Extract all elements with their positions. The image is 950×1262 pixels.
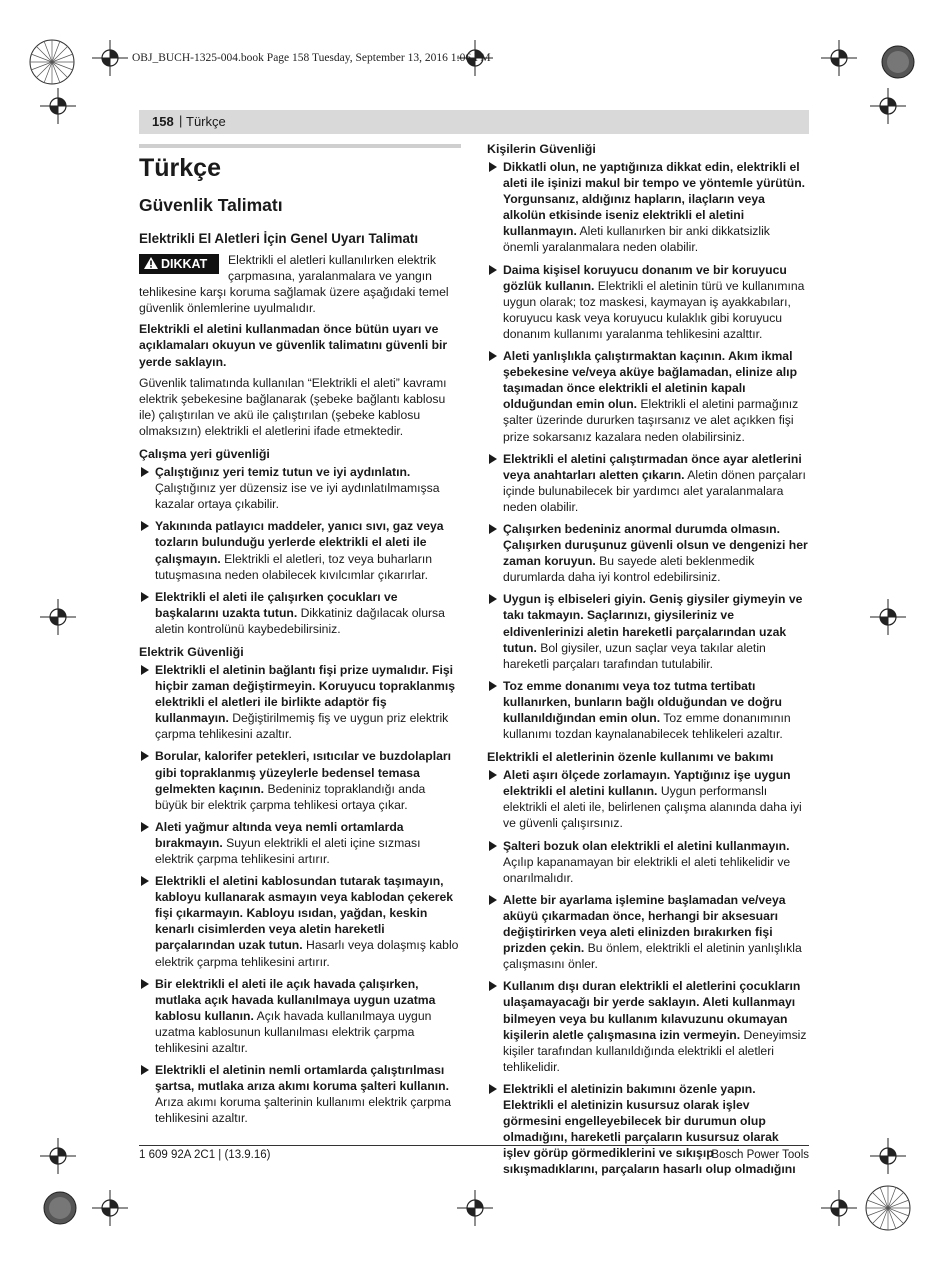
list-item [139, 819, 461, 867]
item-text: Değiştirilmemiş fiş ve uygun priz elektrik çarpma tehlikesini azaltır. [155, 711, 449, 742]
section-heading-personal: Kişilerin Güvenliği [487, 142, 596, 156]
item-text: Bu önlem, elektrikli el aletinin yanlışlıkla çalışmasını önler. [503, 941, 802, 972]
warning-badge [139, 254, 219, 274]
item-text: Elektrikli el aletinin türü ve kullanımına uygun olarak; toz maskesi, kaymayan iş ayakkabıları, koruyucu kask veya koruyucu kulaklık gibi koruyucu donanım kullanımı yaralanma tehlikesini azalttır. [503, 278, 805, 341]
item-bold-text: Şalteri bozuk olan elektrikli el aletini kullanmayın. [503, 838, 790, 853]
registration-mark-top-right [872, 36, 924, 88]
crosshair-mark-lower-left [40, 1138, 76, 1174]
general-warnings-heading: Elektrikli El Aletleri İçin Genel Uyarı Talimatı [139, 231, 419, 246]
item-text: Bol giysiler, uzun saçlar veya takılar aletin hareketli parçaları tarafından tutulabilir. [503, 640, 766, 671]
list-item [139, 518, 461, 582]
footer-document-code: 1 609 92A 2C1 | (13.9.16) [139, 1149, 271, 1161]
page-header-language: Türkçe [186, 114, 226, 129]
crosshair-mark-bottom-right [821, 1190, 857, 1226]
crosshair-mark-mid-left [40, 599, 76, 635]
registration-mark-bottom-left [34, 1182, 86, 1234]
item-bold-text: Çalıştığınız yeri temiz tutun ve iyi aydınlatın. [155, 465, 411, 480]
title-rule [139, 144, 461, 148]
list-item [139, 748, 461, 812]
footer-brand: Bosch Power Tools [711, 1149, 809, 1161]
registration-mark-bottom-right [862, 1182, 914, 1234]
item-text: Açılıp kapanamayan bir elektrikli el aleti tehlikelidir ve onarılmalıdır. [503, 854, 791, 885]
list-item [139, 976, 461, 1056]
page-header-bar [139, 110, 809, 134]
crosshair-mark-upper-left [40, 88, 76, 124]
item-bold-text: Bir elektrikli el aleti ile açık havada çalışırken, mutlaka açık havada kullanılmaya uygun uzatma kablosu kullanın. [155, 976, 436, 1023]
intro-bold-paragraph: Elektrikli el aletini kullanmadan önce bütün uyarı ve açıklamaları okuyun ve güvenlik talimatını güvenli bir yerde saklayın. [139, 322, 448, 369]
bullet-arrow-icon [141, 521, 149, 531]
item-bold-text: Daima kişisel koruyucu donanım ve bir koruyucu gözlük kullanın. [503, 262, 787, 293]
list-item [487, 892, 809, 972]
section-heading-work-area: Çalışma yeri güvenliği [139, 447, 270, 462]
list-item [139, 589, 461, 637]
crosshair-mark-bottom-left [92, 1190, 128, 1226]
list-item [487, 1081, 809, 1178]
intro-paragraph: Güvenlik talimatında kullanılan “Elektrikli el aleti” kavramı elektrik şebekesine bağlanarak (şebeke bağlantı kablosu ile) çalıştırılan ve akü ile çalıştırılan (şebeke kablosu olmaksızın) elektrikli el aletlerini ifade etmektedir. [139, 375, 447, 438]
item-text: Aleti kullanırken bir anki dikkatsizlik önemli yaralanmalara neden olabilir. [503, 224, 770, 255]
warning-block [139, 252, 461, 316]
item-bold-text: Elektrikli el aletini çalıştırmadan önce ayar aletlerini veya anahtarları aletten çıkarın. [503, 451, 802, 482]
section-heading-tool-use: Elektrikli el aletlerinin özenle kullanımı ve bakımı [487, 750, 774, 765]
crosshair-mark-bottom-center [457, 1190, 493, 1226]
item-bold-text: Borular, kalorifer petekleri, ısıtıcılar ve buzdolapları gibi topraklanmış yüzeylerle bedensel temasa gelmekten kaçının. [155, 749, 451, 796]
list-item [487, 678, 809, 742]
safety-title: Güvenlik Talimatı [139, 195, 283, 215]
list-item [487, 521, 809, 585]
bullet-arrow-icon [489, 981, 497, 991]
list-item [487, 978, 809, 1075]
item-text: Toz emme donanımının kullanımı tozdan kaynalanabilecek tehlikeleri azaltır. [503, 711, 791, 742]
bullet-arrow-icon [489, 1084, 497, 1094]
bullet-arrow-icon [489, 524, 497, 534]
footer-rule [139, 1145, 809, 1146]
warning-label: DIKKAT [161, 257, 208, 271]
item-bold-text: Çalışırken bedeniniz anormal durumda olmasın. Çalışırken duruşunuz güvenli olsun ve dengenizi her zaman koruyun. [503, 521, 808, 569]
bullet-arrow-icon [141, 592, 149, 602]
warning-text: Elektrikli el aletleri kullanılırken elektrik çarpmasına, yaralanmalara ve yangın tehlikesine karşı koruma sağlamak üzere aşağıdaki temel güvenlik önlemlerine uyulmalıdır. [139, 253, 449, 316]
list-item [487, 348, 809, 445]
bullet-arrow-icon [489, 895, 497, 905]
bullet-arrow-icon [141, 1065, 149, 1075]
item-bold-text: Aleti yanlışlıkla çalıştırmaktan kaçının. Akım ikmal şebekesine ve/veya aküye bağlamadan, elinize alıp taşımadan önce elektrikli el aletinin kapalı olduğundan emin olun. [503, 349, 798, 412]
item-text: Çalıştığınız yer düzensiz ise ve iyi aydınlatılmamışsa kazalar ortaya çıkabilir. [155, 481, 440, 512]
bullet-arrow-icon [489, 162, 497, 172]
item-bold-text: Elektrikli el aleti ile çalışırken çocukları ve başkalarını uzakta tutun. [155, 589, 398, 620]
item-text: Açık havada kullanılmaya uygun uzatma kablosunun kullanılması elektrik çarpma tehlikesini azaltır. [155, 1008, 432, 1056]
item-text: Arıza akımı koruma şalterinin kullanımı elektrik çarpma tehlikesini azaltır. [155, 1095, 451, 1126]
page-title: Türkçe [139, 154, 221, 182]
item-bold-text: Kullanım dışı duran elektrikli el aletlerini çocukların ulaşamayacağı bir yerde saklayın. Aleti kullanmayı bilmeyen veya bu kullanım kılavuzunu okumayan kişilerin aletle çalışmasına izin vermeyin. [503, 979, 801, 1042]
item-bold-text: Uygun iş elbiseleri giyin. Geniş giysiler giymeyin ve takı takmayın. Saçlarınızı, giysileriniz ve eldivenlerinizi aletin hareketli parçalarından uzak tutun. [503, 592, 803, 655]
bullet-arrow-icon [141, 665, 149, 675]
list-item [487, 159, 809, 256]
item-bold-text: Elektrikli el aletinin bağlantı fişi prize uymalıdır. Fişi hiçbir zaman değiştirmeyin. Koruyucu topraklanmış elektrikli el aletleri ile birlikte adaptör fiş kullanmayın. [155, 662, 456, 726]
item-text: Bedeniniz topraklandığı anda büyük bir elektrik çarpma tehlikesi ortaya çıkar. [155, 781, 426, 812]
item-text: Deneyimsiz kişiler tarafından kullanıldığında elektrikli el aletleri tehlikelidir. [503, 1027, 807, 1074]
section-heading-electrical: Elektrik Güvenliği [139, 644, 244, 659]
item-text: Hasarlı veya dolaşmış kablo elektrik çarpma tehlikesini artırır. [155, 938, 459, 969]
list-item [487, 767, 809, 831]
item-text: Elektrikli el aletleri, toz veya buharların tutuşmasına neden olabilecek kıvılcımlar çıkarırlar. [155, 551, 433, 582]
list-item [487, 262, 809, 342]
list-item [139, 662, 461, 742]
bullet-arrow-icon [141, 979, 149, 989]
bullet-arrow-icon [489, 841, 497, 851]
crosshair-mark-lower-right [870, 1138, 906, 1174]
list-item [139, 464, 461, 512]
bullet-arrow-icon [141, 751, 149, 761]
item-bold-text: Alette bir ayarlama işlemine başlamadan ve/veya aküyü çıkarmadan önce, herhangi bir aksesuarı değiştirirken veya aleti elinizden bırakırken fişi prizden çekin. [503, 892, 786, 956]
item-bold-text: Yakınında patlayıcı maddeler, yanıcı sıvı, gaz veya tozların bulunduğu yerlerde elektrikli el aleti ile çalışmayın. [155, 519, 444, 566]
page-header-separator: | [179, 113, 183, 128]
left-column [139, 140, 461, 1133]
item-bold-text: Elektrikli el aletini kablosundan tutarak taşımayın, kabloyu kullanarak asmayın veya kablodan çekerek fişi çıkarmayın. Kabloyu ısıdan, yağdan, keskin kenarlı cisimlerden veya aletin hareketli parçalarından uzak tutun. [155, 874, 454, 953]
bullet-arrow-icon [141, 822, 149, 832]
item-bold-text: Elektrikli el aletinizin bakımını özenle yapın. Elektrikli el aletinizin kusursuz olarak işlev görmesini engelleyebilecek bir durumun olup olmadığını, hareketli parçaların kusursuz olarak işlev görüp görmediklerini ve sıkışıp sıkışmadıklarını, parçaların hasarlı olup olmadığını [503, 1081, 796, 1177]
crosshair-mark-mid-right [870, 599, 906, 635]
item-text: Uygun performanslı elektrikli el aleti ile, belirlenen çalışma alanında daha iyi ve güvenli çalışırsınız. [503, 784, 802, 831]
book-file-header: OBJ_BUCH-1325-004.book Page 158 Tuesday, September 13, 2016 1:06 PM [132, 52, 491, 64]
warning-triangle-icon [144, 257, 158, 269]
list-item [487, 451, 809, 515]
bullet-arrow-icon [489, 351, 497, 361]
crosshair-mark-top-right [821, 40, 857, 76]
list-item [139, 873, 461, 970]
item-text: Suyun elektrikli el aleti içine sızması elektrik çarpma tehlikesini artırır. [155, 835, 421, 866]
crosshair-mark-top-left [92, 40, 128, 76]
item-text: Aletin dönen parçaları içinde bulunabilecek bir yardımcı alet yaralanmalara neden olabilir. [503, 467, 806, 514]
item-bold-text: Aleti yağmur altında veya nemli ortamlarda bırakmayın. [155, 819, 404, 850]
bullet-arrow-icon [489, 594, 497, 604]
bullet-arrow-icon [489, 681, 497, 691]
item-bold-text: Dikkatli olun, ne yaptığınıza dikkat edin, elektrikli el aleti ile işinizi makul bir tempo ve yöntemle yürütün. Yorgunsanız, aldığınız hapların, ilaçların veya alkolün etkisinde iseniz elektrikli el aletini kullanmayın. [503, 160, 806, 239]
item-text: Dikkatiniz dağılacak olursa aletin kontrolünü kaybedebilirsiniz. [155, 605, 445, 636]
item-bold-text: Toz emme donanımı veya toz tutma tertibatı kullanırken, bunların bağlı olduğundan ve doğru kullanıldığından emin olun. [503, 678, 782, 725]
item-text: Bu sayede aleti beklenmedik durumlarda daha iyi kontrol edebilirsiniz. [503, 554, 755, 585]
list-item [139, 1062, 461, 1126]
bullet-arrow-icon [489, 770, 497, 780]
right-column [487, 140, 809, 1183]
bullet-arrow-icon [141, 876, 149, 886]
list-item [487, 838, 809, 886]
list-item [487, 591, 809, 671]
item-bold-text: Aleti aşırı ölçede zorlamayın. Yaptığınız işe uygun elektrikli el aletini kullanın. [503, 768, 791, 799]
bullet-arrow-icon [141, 467, 149, 477]
item-bold-text: Elektrikli el aletinin nemli ortamlarda çalıştırılması şartsa, mutlaka arıza akımı koruma şalteri kullanın. [155, 1063, 449, 1094]
bullet-arrow-icon [489, 265, 497, 275]
page-number: 158 [152, 114, 174, 129]
item-text: Elektrikli el aletini parmağınız şalter üzerinde dururken taşırsanız ve alet açıkken fişi prize sokarsanız kazalara neden olabilirsiniz. [503, 397, 799, 444]
crosshair-mark-upper-right [870, 88, 906, 124]
registration-mark-top-left [26, 36, 78, 88]
bullet-arrow-icon [489, 454, 497, 464]
